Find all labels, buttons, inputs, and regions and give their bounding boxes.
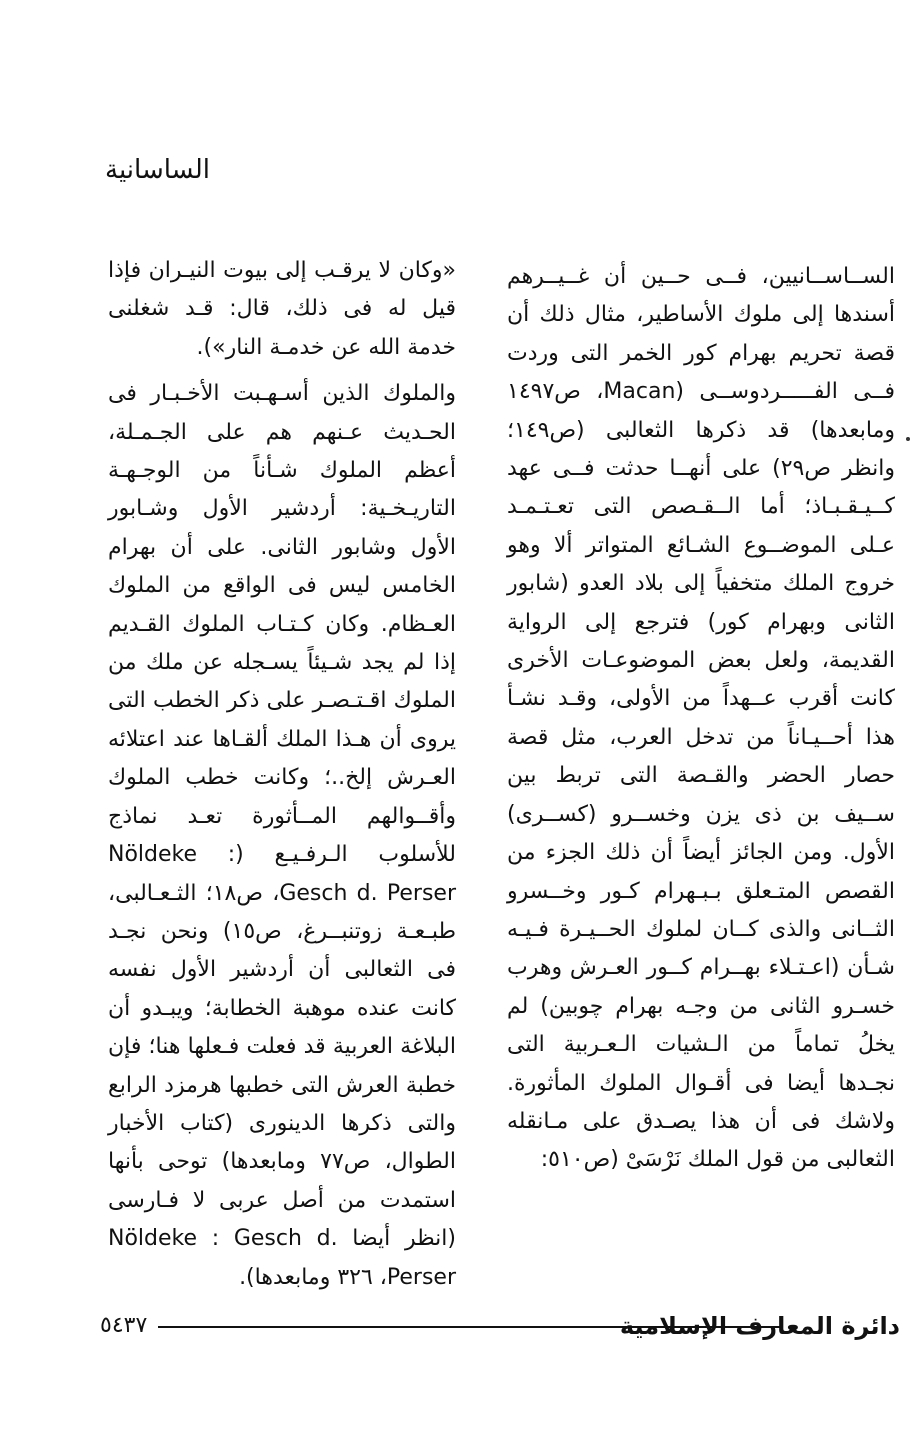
paragraph: والملوك الذين أسـهـبت الأخـبـار فى الحـديث عـنهم هم على الجـمـلة، أعظم الملوك شـأناً من الوجـهـة التاريـخـية: أردشير الأول وشـابور الأول وشابور الثانى. على أن بهرام الخامس ليس فى الواقع من الملوك العـظام. وكان كـتـاب الملوك القـديم إذا لم يجد شـيئاً يسـجله عن ملك من الملوك اقـتـصـر على ذكر الخطب التى يروى أن هـذا الملك ألقـاها عند اعتلائه العـرش إلخ..؛ وكانت خطب الملوك وأقــوالهم المــأثورة تعـد نماذج للأسلوب الـرفـيـع (Nöldeke : Gesch d. Perser، ص١٨؛ الثـعـالبى، طبـعـة زوتنبــرغ، ص١٥) ونحن نجـد فى الثعالبى أن أردشير الأول نفسه كانت عنده موهبة الخطابة؛ ويبـدو أن البلاغة العربية قد فعلت فـعلها هنا؛ فإن خطبة العرش التى خطبها هرمزد الرابع والتى ذكرها الدينورى (كتاب الأخبار الطوال، ص٧٧ ومابعدها) توحى بأنها استمدت من أصل عربى لا فـارسى (انظر أيضا Nöldeke : Gesch d. Perser، ٣٢٦ ومابعدها). — [108, 381, 456, 1290]
running-head-title: الساسانية — [105, 155, 210, 185]
footer-divider — [158, 1326, 780, 1328]
text-column-right — [507, 258, 895, 1180]
paragraph: الســاســانيين، فــى حــين أن غــيــرهم أسندها إلى ملوك الأساطير، مثال ذلك أن قصة تحريم بهرام كور الخمر التى وردت فــى الفـــــردوســى (Macan، ص١٤٩٧ ومابعدها) قد ذكرها الثعالبى (ص١٤٩؛ وانظر ص٢٩) على أنهــا حدثت فــى عهد كــيـقـبـاذ؛ أما الــقـصص التى تعـتـمـد عـلى الموضــوع الشـائع المتواتر ألا وهو خروج الملك متخفياً إلى بلاد العدو (شابور الثانى وبهرام كور) فترجع إلى الرواية القديمة، ولعل بعض الموضوعـات الأخرى كانت أقرب عــهداً من الأولى، وقـد نشـأ هذا أحــيـاناً من تدخل العرب، مثل قصة حصار الحضر والقـصة التى تربط بين ســيف بن ذى يزن وخســرو (كســرى) الأول. ومن الجائز أيضاً أن ذلك الجزء من القصص المتـعلق بـبـهرام كـور وخــسرو الثــانى والذى كــان لملوك الحــيـرة فـيـه شـأن (اعـتـلاء بهــرام كــور العـرش وهرب خسـرو الثانى من وجـه بهرام چوبين) لم يخلُ تماماً من الـشيات الـعـربية التى نجـدها أيضا فى أقـوال الملوك المأثورة. ولاشك فى أن هذا يصـدق على مـانقله الثعالبى من قول الملك نَرْسَىْ (ص٥١٠: — [507, 264, 895, 1173]
page-number: ٥٤٣٧ — [100, 1313, 148, 1338]
page-footer — [100, 1306, 900, 1346]
text-column-left — [108, 252, 456, 1297]
page-header — [105, 150, 210, 190]
publication-title: دائرة المعارف الإسلامية — [619, 1312, 900, 1340]
margin-speck — [906, 437, 910, 441]
paragraph: «وكان لا يرقـب إلى بيوت النيـران فإذا قيل له فى ذلك، قال: قـد شغلنى خدمة الله عن خدمـة النار»). — [108, 258, 456, 360]
